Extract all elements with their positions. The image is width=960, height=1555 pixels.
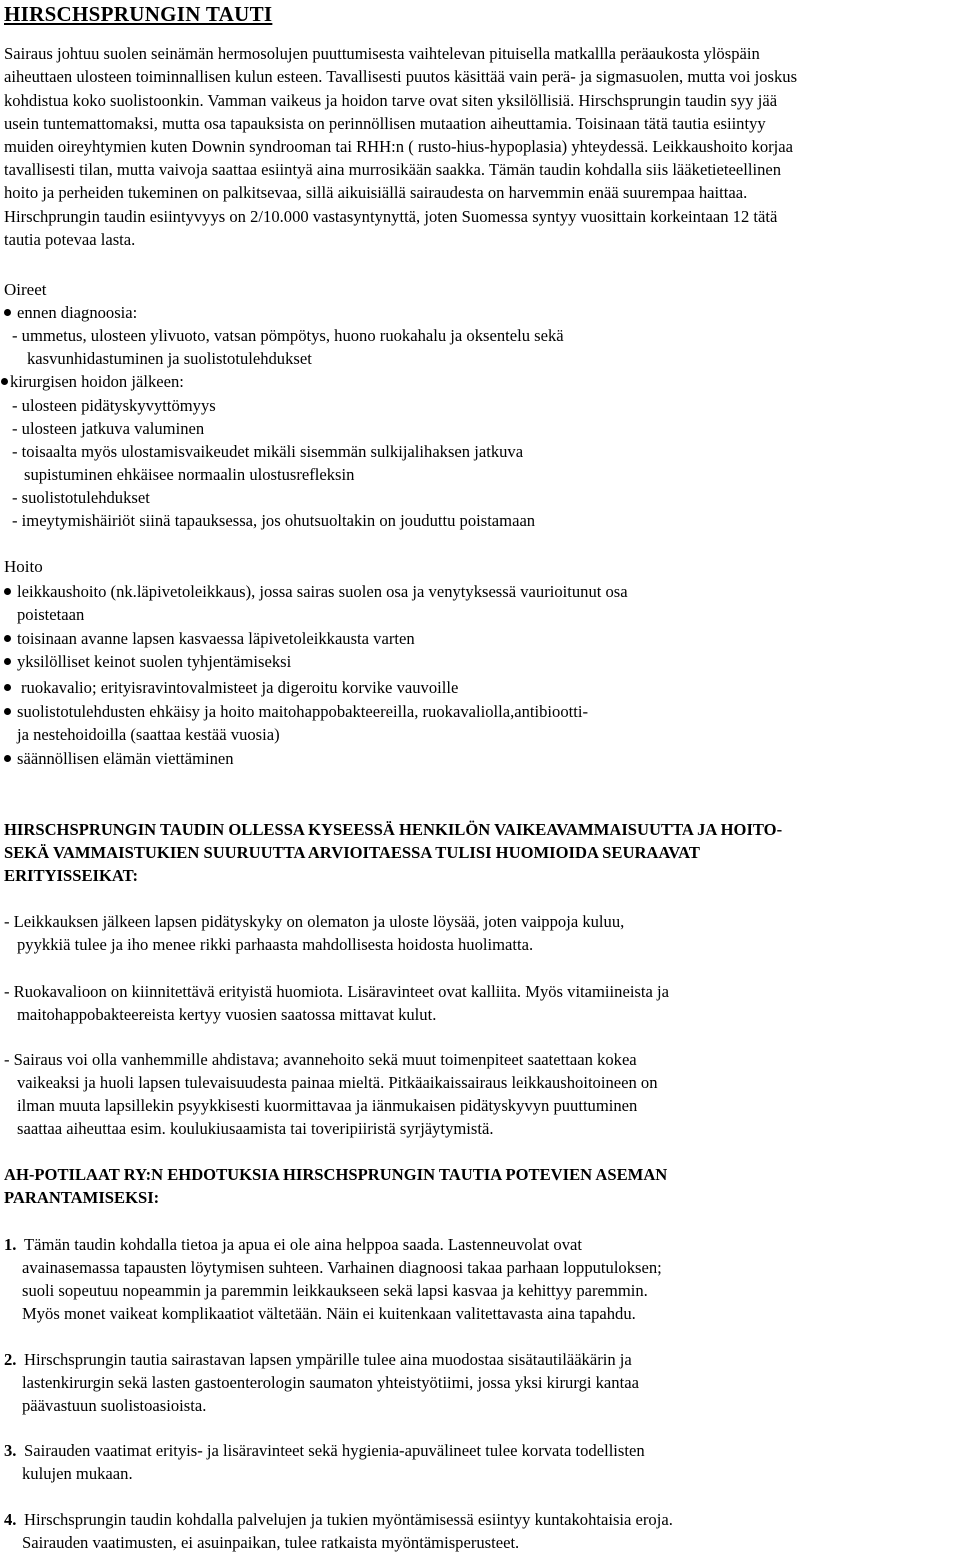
intro-line: tavallisesti tilan, mutta vaivoja saattaa esiintyä aina murrosikään saakka. Tämän taudin kohdalla siis lääketieteellinen: [4, 160, 782, 179]
bullet-icon: [4, 635, 11, 642]
proposal-line: päävastuun suolistoasioista.: [22, 1396, 207, 1415]
symptom-line: - ulosteen jatkuva valuminen: [12, 419, 205, 438]
proposal-line: Hirschsprungin taudin kohdalla palvelujen ja tukien myöntämisessä esiintyy kuntakohtaisia eroja.: [24, 1510, 673, 1529]
special-point-line: maitohappobakteereista kertyy vuosien saatossa mittavat kulut.: [17, 1005, 437, 1024]
bullet-icon: [4, 684, 11, 691]
proposal-line: suoli sopeutuu nopeammin ja paremmin leikkaukseen sekä lapsi kasvaa ja kehittyy paremmin.: [22, 1281, 648, 1300]
treatment-item: ja nestehoidoilla (saattaa kestää vuosia): [17, 725, 280, 744]
bullet-icon: [1, 378, 8, 385]
intro-line: aiheuttaen ulosteen toiminnallisen kulun esteen. Tavallisesti puutos käsittää vain perä- ja sigmasuolen, mutta voi joskus: [4, 67, 798, 86]
intro-line: tautia potevaa lasta.: [4, 230, 136, 249]
bullet-icon: [4, 309, 11, 316]
special-heading-line: ERITYISSEIKAT:: [4, 866, 139, 885]
special-point-line: ilman muuta lapsillekin psyykkisesti kuormittavaa ja iänmukaisen pidätyskyvyn puuttuminen: [17, 1096, 638, 1115]
proposal-line: Tämän taudin kohdalla tietoa ja apua ei ole aina helppoa saada. Lastenneuvolat ovat: [24, 1235, 582, 1254]
symptom-line: kasvunhidastuminen ja suolistotulehdukset: [27, 349, 312, 368]
special-point-line: pyykkiä tulee ja iho menee rikki parhaasta mahdollisesta hoidosta huolimatta.: [17, 935, 534, 954]
proposal-line: Myös monet vaikeat komplikaatiot vältetään. Näin ei kuitenkaan valitettavasta aina tapahdu.: [22, 1304, 636, 1323]
bullet-icon: [4, 708, 11, 715]
proposal-line: kulujen mukaan.: [22, 1464, 133, 1483]
proposal-number: 3.: [4, 1441, 17, 1460]
special-point-line: saattaa aiheuttaa esim. koulukiusaamista tai toveripiiristä syrjäytymistä.: [17, 1119, 494, 1138]
treatment-item: säännöllisen elämän viettäminen: [17, 749, 234, 768]
treatment-heading: Hoito: [4, 557, 43, 576]
intro-line: Sairaus johtuu suolen seinämän hermosolujen puuttumisesta vaihtelevan pituisella matkallla peräaukosta ylöspäin: [4, 44, 760, 63]
treatment-item: poistetaan: [17, 605, 85, 624]
proposals-heading-line: PARANTAMISEKSI:: [4, 1188, 160, 1207]
proposal-line: Sairauden vaatimusten, ei asuinpaikan, tulee ratkaista myöntämisperusteet.: [22, 1533, 520, 1552]
treatment-item: toisinaan avanne lapsen kasvaessa läpivetoleikkausta varten: [17, 629, 415, 648]
proposal-line: avainasemassa tapausten löytymisen suhteen. Varhainen diagnoosi takaa parhaan lopputuloksen;: [22, 1258, 662, 1277]
symptoms-before-label: ennen diagnoosia:: [17, 303, 138, 322]
document-title: HIRSCHSPRUNGIN TAUTI: [4, 2, 273, 26]
special-point-line: - Sairaus voi olla vanhemmille ahdistava; avannehoito sekä muut toimenpiteet saatettaan kokea: [4, 1050, 637, 1069]
treatment-item: suolistotulehdusten ehkäisy ja hoito maitohappobakteereilla, ruokavaliolla,antibiootti-: [17, 702, 588, 721]
intro-line: Hirschprungin taudin esiintyvyys on 2/10.000 vastasyntynyttä, joten Suomessa syntyy vuosittain korkeintaan 12 tätä: [4, 207, 778, 226]
proposals-heading-line: AH-POTILAAT RY:N EHDOTUKSIA HIRSCHSPRUNGIN TAUTIA POTEVIEN ASEMAN: [4, 1165, 668, 1184]
symptom-line: - imeytymishäiriöt siinä tapauksessa, jos ohutsuoltakin on jouduttu poistamaan: [12, 511, 536, 530]
intro-line: muiden oireyhtymien kuten Downin syndrooman tai RHH:n ( rusto-hius-hypoplasia) yhteydessä. Leikkaushoito korjaa: [4, 137, 793, 156]
intro-line: kohdistua koko suolistoonkin. Vamman vaikeus ja hoidon tarve ovat siten yksilöllisiä. Hirschsprungin taudin syy jää: [4, 91, 778, 110]
proposal-number: 4.: [4, 1510, 17, 1529]
special-point-line: - Ruokavalioon on kiinnitettävä erityistä huomiota. Lisäravinteet ovat kalliita. Myös vitamiineista ja: [4, 982, 669, 1001]
symptom-line: supistuminen ehkäisee normaalin ulostusrefleksin: [24, 465, 355, 484]
bullet-icon: [4, 755, 11, 762]
proposal-number: 1.: [4, 1235, 17, 1254]
bullet-icon: [4, 658, 11, 665]
proposal-line: lastenkirurgin sekä lasten gastoenterologin saumaton yhteistyötiimi, jossa yksi kirurgi kantaa: [22, 1373, 639, 1392]
symptoms-after-label: kirurgisen hoidon jälkeen:: [10, 372, 184, 391]
symptoms-heading: Oireet: [4, 280, 47, 299]
intro-line: hoito ja perheiden tukeminen on palkitsevaa, sillä aikuisiällä sairaudesta on harvemmin enää suurempaa haittaa.: [4, 183, 748, 202]
proposal-line: Hirschsprungin tautia sairastavan lapsen ympärille tulee aina muodostaa sisätautilääkärin ja: [24, 1350, 632, 1369]
special-point-line: vaikeaksi ja huoli lapsen tulevaisuudesta painaa mieltä. Pitkäaikaissairaus leikkaushoitoineen on: [17, 1073, 658, 1092]
bullet-icon: [4, 588, 11, 595]
symptom-line: - ulosteen pidätyskyvyttömyys: [12, 396, 216, 415]
intro-line: usein tuntemattomaksi, mutta osa tapauksista on perinnöllisen mutaation aiheuttamia. Toisinaan tätä tautia esiintyy: [4, 114, 766, 133]
special-heading-line: HIRSCHSPRUNGIN TAUDIN OLLESSA KYSEESSÄ HENKILÖN VAIKEAVAMMAISUUTTA JA HOITO-: [4, 820, 783, 839]
proposal-line: Sairauden vaatimat erityis- ja lisäravinteet sekä hygienia-apuvälineet tulee korvata todellisten: [24, 1441, 645, 1460]
proposal-number: 2.: [4, 1350, 17, 1369]
treatment-item: yksilölliset keinot suolen tyhjentämiseksi: [17, 652, 292, 671]
treatment-item: ruokavalio; erityisravintovalmisteet ja digeroitu korvike vauvoille: [21, 678, 459, 697]
symptom-line: - ummetus, ulosteen ylivuoto, vatsan pömpötys, huono ruokahalu ja oksentelu sekä: [12, 326, 564, 345]
special-heading-line: SEKÄ VAMMAISTUKIEN SUURUUTTA ARVIOITAESSA TULISI HUOMIOIDA SEURAAVAT: [4, 843, 700, 862]
special-point-line: - Leikkauksen jälkeen lapsen pidätyskyky on olematon ja uloste löysää, joten vaippoja kuluu,: [4, 912, 625, 931]
symptom-line: - toisaalta myös ulostamisvaikeudet mikäli sisemmän sulkijalihaksen jatkuva: [12, 442, 524, 461]
symptom-line: - suolistotulehdukset: [12, 488, 150, 507]
treatment-item: leikkaushoito (nk.läpivetoleikkaus), jossa sairas suolen osa ja venytyksessä vaurioitunut osa: [17, 582, 628, 601]
